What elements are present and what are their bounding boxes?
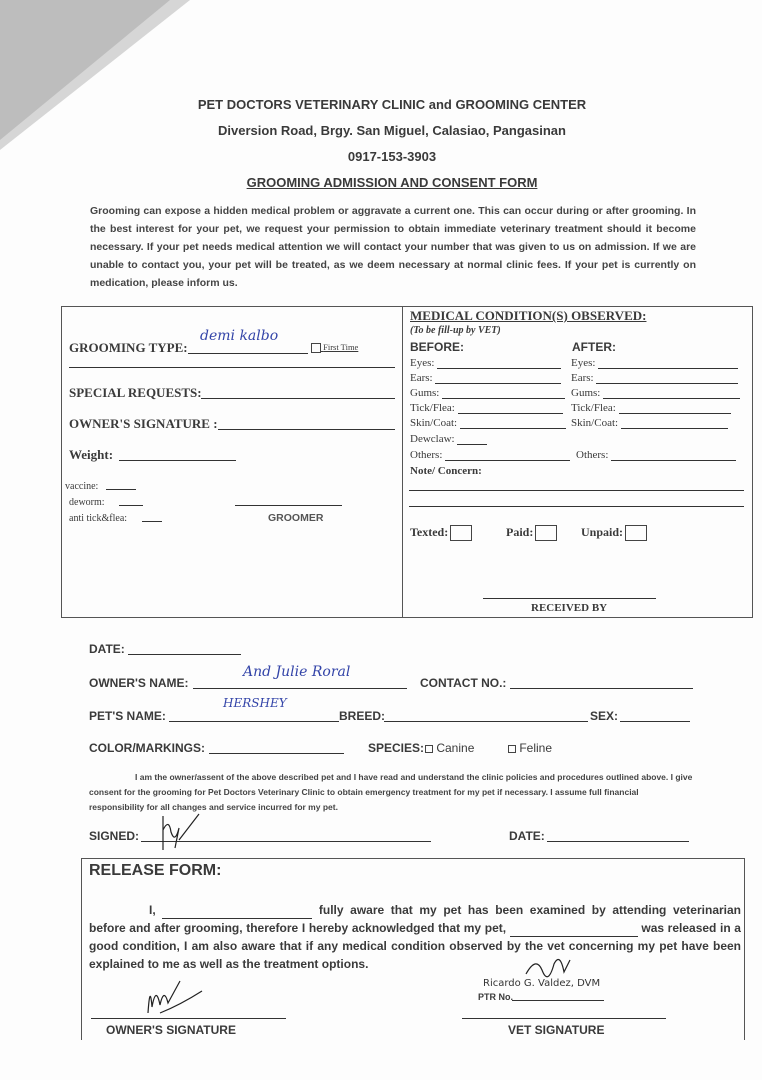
color-line[interactable] <box>209 739 344 754</box>
anti-tick-line[interactable] <box>142 511 162 522</box>
after-ears: Ears: <box>571 372 738 384</box>
release-owner-signature-label: OWNER'S SIGNATURE <box>106 1023 236 1037</box>
unpaid-wrap: Unpaid: <box>581 525 647 541</box>
before-others: Others: <box>410 449 570 461</box>
before-ears: Ears: <box>410 372 561 384</box>
consent-paragraph: I am the owner/assent of the above described pet and I have read and understand the clinic policies and procedures outlined above. I give consent for the grooming for Pet Doctors Veterinary Clinic to obtain emergency treatment for my pet if necessary. I assume full financial responsibility for all changes and service incurred for my pet. <box>89 772 693 812</box>
before-dewclaw: Dewclaw: <box>410 433 487 445</box>
grooming-type-line-2[interactable] <box>69 352 395 368</box>
release-vet-signature-label: VET SIGNATURE <box>508 1023 605 1037</box>
release-owner-line[interactable] <box>91 1018 286 1019</box>
groomer-line[interactable] <box>235 495 342 506</box>
medical-subtitle: (To be fill-up by VET) <box>410 325 501 336</box>
clinic-address: Diversion Road, Brgy. San Miguel, Calasiao, Pangasinan <box>218 123 566 138</box>
feline-option[interactable] <box>508 741 552 755</box>
ptr-label: PTR No. <box>478 992 513 1002</box>
groomer-label: GROOMER <box>268 512 324 524</box>
intro-paragraph: Grooming can expose a hidden medical problem or aggravate a current one. This can occur during or after grooming. In the best interest for your pet, we request your permission to obtain immediate veterinary treatment should it become necessary. If your pet needs medical attention we will contact your number that was given to us on admission. If we are unable to contact you, your pet will be treated, as we deem necessary at normal clinic fees. If your pet is currently on medication, please inform us. <box>90 205 696 289</box>
received-by-label: RECEIVED BY <box>531 602 608 614</box>
owner-signature-scribble <box>155 810 205 855</box>
anti-tick-label: anti tick&flea: <box>69 513 128 524</box>
deworm-label: deworm: <box>69 497 105 508</box>
after-skin: Skin/Coat: <box>571 417 728 429</box>
owner-signature-line[interactable] <box>218 414 395 430</box>
texted-checkbox[interactable] <box>450 525 472 541</box>
breed-label: BREED: <box>339 709 386 723</box>
before-label: BEFORE: <box>410 340 464 354</box>
date-line[interactable] <box>128 640 241 655</box>
note-line-1[interactable] <box>409 490 744 491</box>
feline-checkbox[interactable] <box>508 745 516 753</box>
pet-name-value: HERSHEY <box>223 696 287 710</box>
release-owner-name-line[interactable] <box>162 907 312 919</box>
after-eyes: Eyes: <box>571 357 738 369</box>
date-label: DATE: <box>89 642 125 656</box>
page-corner-shadow <box>0 0 170 140</box>
signed-date-label: DATE: <box>509 829 545 843</box>
after-tick: Tick/Flea: <box>571 402 731 414</box>
clinic-phone: 0917-153-3903 <box>347 149 437 164</box>
ptr-line[interactable] <box>512 1000 604 1001</box>
medical-title: MEDICAL CONDITION(S) OBSERVED: <box>410 308 647 323</box>
weight-line[interactable] <box>119 445 236 461</box>
grooming-type-label: GROOMING TYPE: <box>69 340 188 355</box>
sex-label: SEX: <box>590 709 619 723</box>
release-text-2: fully aware that my pet has been examined by attending veterinarian before and after grooming, therefore I hereby acknowledged that my pet, <box>89 903 741 935</box>
release-text-3: was released in a good condition, I am also aware that if any medical condition observed by the vet concerning my pet have been explained to me as well as the treatment options. <box>89 921 741 971</box>
species-label: SPECIES: <box>368 741 425 755</box>
signed-date-line[interactable] <box>547 827 689 842</box>
unpaid-checkbox[interactable] <box>625 525 647 541</box>
grooming-type-value: demi kalbo <box>200 328 279 344</box>
paid-checkbox[interactable] <box>535 525 557 541</box>
before-tick: Tick/Flea: <box>410 402 563 414</box>
texted-wrap: Texted: <box>410 525 472 541</box>
canine-label: Canine <box>436 741 475 755</box>
first-time-label: First Time <box>323 342 359 352</box>
before-gums: Gums: <box>410 387 565 399</box>
special-requests-label: SPECIAL REQUESTS: <box>69 385 202 400</box>
note-line-2[interactable] <box>409 506 744 507</box>
release-text-1: I, <box>149 903 156 917</box>
pet-name-label: PET'S NAME: <box>89 709 166 723</box>
form-title: GROOMING ADMISSION AND CONSENT FORM <box>246 175 538 190</box>
vet-name: Ricardo G. Valdez, DVM <box>483 978 601 989</box>
contact-line[interactable] <box>510 674 693 689</box>
after-others: Others: <box>576 449 736 461</box>
contact-label: CONTACT NO.: <box>420 676 507 690</box>
sex-line[interactable] <box>620 707 690 722</box>
breed-line[interactable] <box>384 707 588 722</box>
vaccine-label: vaccine: <box>65 481 99 492</box>
canine-checkbox[interactable] <box>425 745 433 753</box>
clinic-name: PET DOCTORS VETERINARY CLINIC and GROOMING CENTER <box>197 97 587 112</box>
release-title: RELEASE FORM: <box>89 862 222 879</box>
received-by-line[interactable] <box>483 598 656 599</box>
special-requests-line[interactable] <box>201 383 395 399</box>
deworm-line[interactable] <box>119 495 143 506</box>
note-label: Note/ Concern: <box>410 465 482 477</box>
release-owner-scribble <box>140 975 210 1020</box>
paid-wrap: Paid: <box>506 525 557 541</box>
before-eyes: Eyes: <box>410 357 561 369</box>
weight-label: Weight: <box>69 447 114 462</box>
release-pet-name-line[interactable] <box>510 925 638 937</box>
after-gums: Gums: <box>571 387 740 399</box>
release-vet-line[interactable] <box>462 1018 666 1019</box>
release-paragraph <box>89 901 741 973</box>
owner-name-label: OWNER'S NAME: <box>89 676 189 690</box>
canine-option[interactable] <box>425 741 474 755</box>
owner-signature-label: OWNER'S SIGNATURE : <box>69 416 218 431</box>
before-skin: Skin/Coat: <box>410 417 566 429</box>
after-label: AFTER: <box>572 340 616 354</box>
color-label: COLOR/MARKINGS: <box>89 741 205 755</box>
feline-label: Feline <box>519 741 553 755</box>
vaccine-line[interactable] <box>106 479 136 490</box>
signed-label: SIGNED: <box>89 829 140 843</box>
owner-name-value: And Julie Roral <box>243 664 351 680</box>
